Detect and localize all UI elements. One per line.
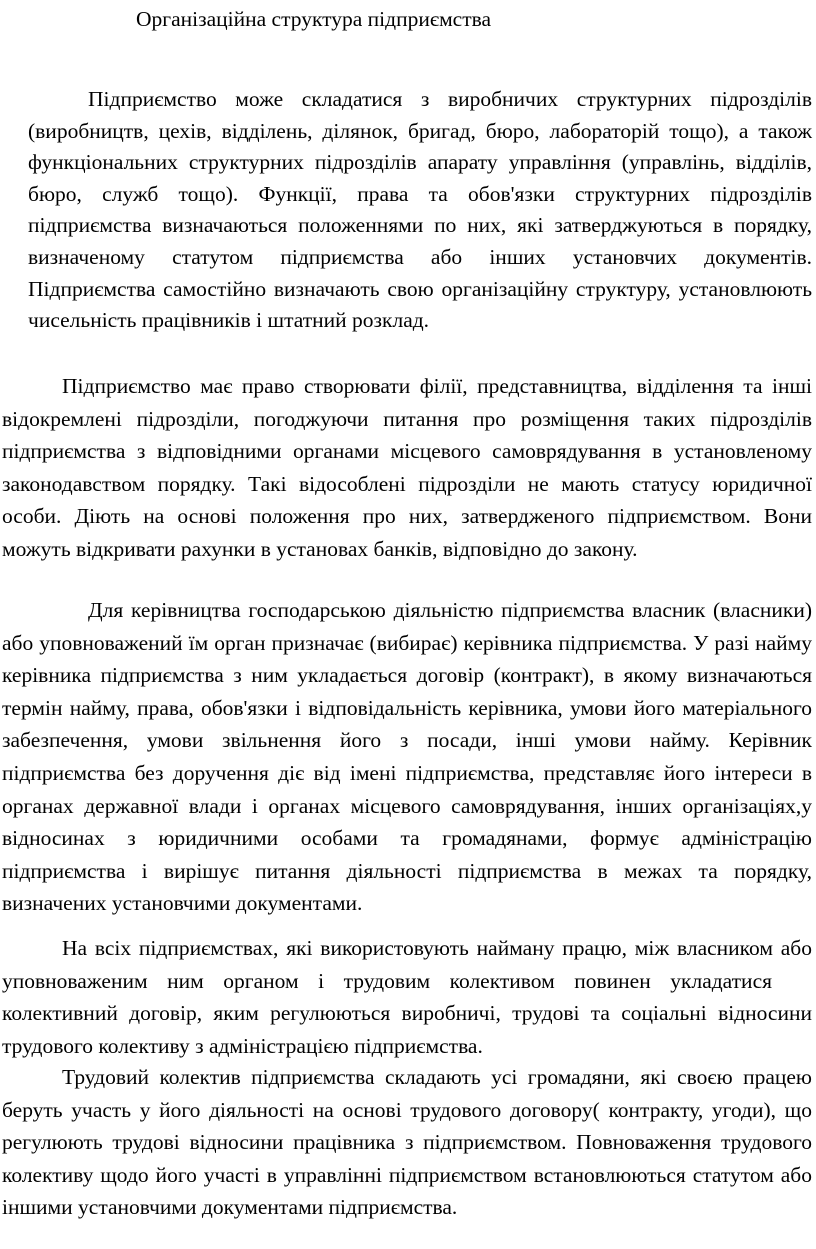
paragraph-structural-units: Підприємство може складатися з виробничих структурних підрозділів (виробництв, цехів, відділень, ділянок, бригад, бюро, лабораторій тощо), а також функціональних структурних підрозділів апарату управління (управлінь, відділів, бюро, служб тощо). Функції, права та обов'язки структурних підрозділів підприємства визначаються положеннями по них, які затверджуються в порядку, визначеному статутом підприємства або інших установчих документів. Підприємства самостійно визначають свою організаційну структуру, установлюють чисельність працівників і штатний розклад.	[28, 87, 812, 333]
collective-agreement-text-start: На всіх підприємствах, які використовують найману працю, між власником або уповноваженим ним органом і трудовим колективом повинен укладатися	[2, 936, 812, 993]
collective-agreement-text-end: колективний договір, яким регулюються виробничі, трудові та соціальні відносини трудового колективу з адміністрацією підприємства.	[2, 1001, 812, 1058]
paragraph-management: Для керівництва господарською діяльністю підприємства власник (власники) або уповноважений їм орган призначає (вибирає) керівника підприємства. У разі найму керівника підприємства з ним укладається договір (контракт), в якому визначаються термін найму, права, обов'язки і відповідальність керівника, умови його матеріального забезпечення, умови звільнення його з посади, інші умови найму. Керівник підприємства без доручення діє від імені підприємства, представляє його інтереси в органах державної влади і органах місцевого самоврядування, інших організаціях,у відносинах з юридичними особами та громадянами, формує адміністрацію підприємства і вирішує питання діяльності підприємства в межах та порядку, визначених установчими документами.	[2, 598, 812, 916]
paragraph-collective-agreement	[2, 932, 812, 1062]
paragraph-work-collective: Трудовий колектив підприємства складають усі громадяни, які своєю працею беруть участь у його діяльності на основі трудового договору( контракту, угоди), що регулюють трудові відносини працівника з підприємством. Повноваження трудового колективу щодо його участі в управлінні підприємством встановлюються статутом або іншими установчими документами підприємства.	[2, 1065, 812, 1220]
paragraph-branches: Підприємство має право створювати філії, представництва, відділення та інші відокремлені підрозділи, погоджуючи питання про розміщення таких підрозділів підприємства з відповідними органами місцевого самоврядування в установленому законодавством порядку. Такі відособлені підрозділи не мають статусу юридичної особи. Діють на основі положення про них, затвердженого підприємством. Вони можуть відкривати рахунки в установах банків, відповідно до закону.	[2, 374, 812, 561]
document-title: Організаційна структура підприємства	[136, 7, 492, 31]
